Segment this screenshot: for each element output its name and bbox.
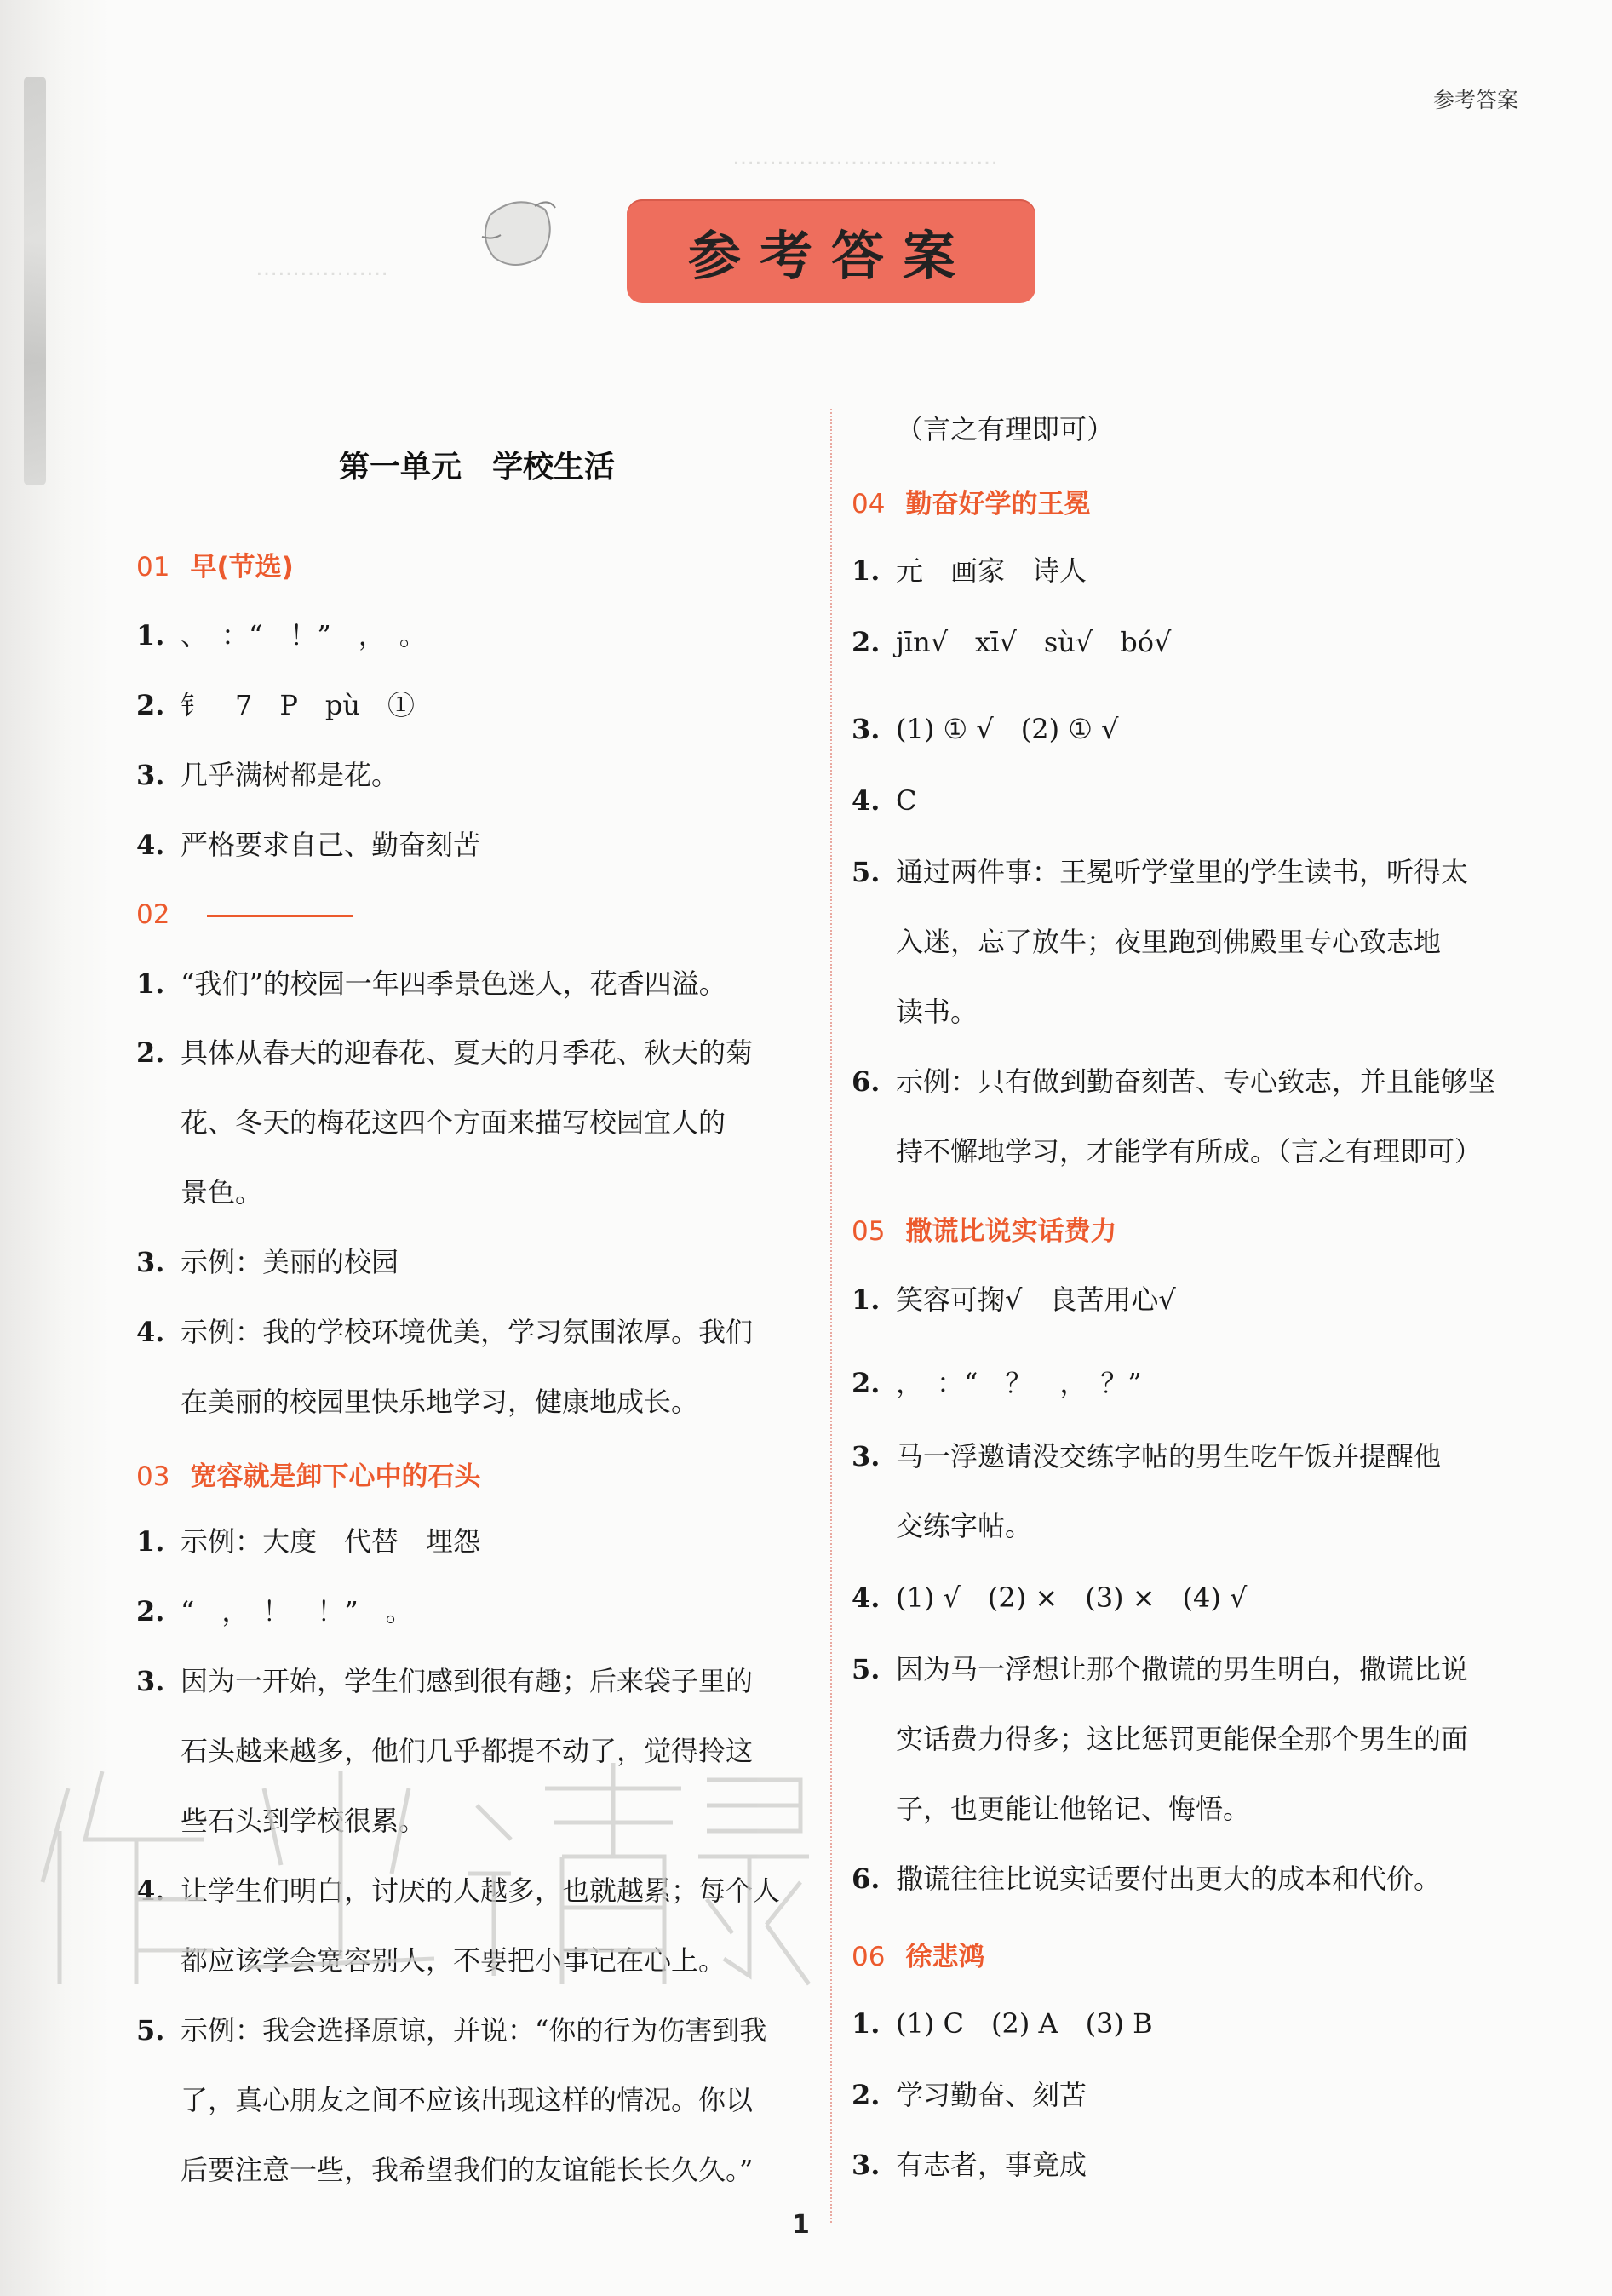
zuoye-jingling-watermark (34, 1737, 817, 1993)
section-heading-03: 03 宽容就是卸下心中的石头 (136, 1461, 481, 1492)
answer-line: 花、冬天的梅花这四个方面来描写校园宜人的 (181, 1106, 726, 1139)
bleed-through-text: ……………… (255, 255, 388, 281)
section-heading-02: 02 (136, 899, 353, 930)
answer-line: 4. 严格要求自己、勤奋刻苦 (136, 829, 481, 861)
answer-title-banner (627, 199, 1035, 303)
answer-line: 2. 学习勤奋、刻苦 (852, 2079, 1087, 2111)
answer-line: 入迷，忘了放牛；夜里跑到佛殿里专心致志地 (896, 926, 1442, 958)
torn-edge (24, 77, 46, 485)
section-heading-05: 05 撒谎比说实话费力 (852, 1216, 1117, 1247)
answer-line: 4. 让学生们明白，讨厌的人越多，也就越累；每个人 (136, 1874, 781, 1907)
answer-line: 3. 有志者，事竟成 (852, 2149, 1087, 2181)
answer-line: 持不懈地学习，才能学有所成。（言之有理即可） (896, 1135, 1483, 1168)
answer-line: 景色。 (181, 1176, 263, 1208)
answer-line: 3. 马一浮邀请没交练字帖的男生吃午饭并提醒他 (852, 1440, 1442, 1472)
section-heading-01: 01 早(节选) (136, 552, 294, 583)
answer-line: 1. “我们”的校园一年四季景色迷人，花香四溢。 (136, 967, 726, 1000)
answer-line: 5. 因为马一浮想让那个撒谎的男生明白，撒谎比说 (852, 1653, 1469, 1685)
banner-text: 参考答案 (687, 224, 974, 287)
answer-line: 3. 示例：美丽的校园 (136, 1246, 399, 1278)
answer-line: 3. (1) ① √ (2) ① √ (852, 713, 1119, 745)
answer-line: 在美丽的校园里快乐地学习，健康地成长。 (181, 1386, 699, 1418)
page-number: 1 (792, 2210, 810, 2240)
unit-title: 第一单元 学校生活 (338, 450, 615, 485)
answer-line: 1. (1) C (2) A (3) B (852, 2007, 1153, 2040)
answer-line: 子，也更能让他铭记、悔悟。 (896, 1793, 1251, 1825)
answer-line: 后要注意一些，我希望我们的友谊能长长久久。” (181, 2154, 754, 2186)
answer-line: 4. (1) √ (2) × (3) × (4) √ (852, 1581, 1248, 1614)
answer-line: 3. 因为一开始，学生们感到很有趣；后来袋子里的 (136, 1665, 754, 1697)
answer-line: （言之有理即可） (896, 413, 1115, 445)
answer-line: 2. 具体从春天的迎春花、夏天的月季花、秋天的菊 (136, 1036, 754, 1069)
answer-line: 了，真心朋友之间不应该出现这样的情况。你以 (181, 2084, 754, 2116)
answer-line: 石头越来越多，他们几乎都提不动了，觉得拎这 (181, 1735, 754, 1767)
answer-line: 2. 钅 7 P pù ① (136, 689, 415, 721)
answer-line: 2. ， ：“ ？ ， ？” (852, 1367, 1142, 1399)
answer-line: 2. “ ， ！ ！” 。 (136, 1595, 413, 1627)
answer-line: 1. 、 ：“ ！” ， 。 (136, 619, 427, 651)
answer-line: 5. 示例：我会选择原谅，并说：“你的行为伤害到我 (136, 2014, 767, 2046)
answer-line: 2. jīn√ xī√ sù√ bó√ (852, 626, 1172, 658)
answer-line: 些石头到学校很累。 (181, 1805, 427, 1837)
answer-line: 4. C (852, 784, 917, 817)
answer-line: 6. 撒谎往往比说实话要付出更大的成本和代价。 (852, 1863, 1442, 1895)
bleed-through-text: ……………………………… (732, 145, 998, 170)
answer-line: 1. 笑容可掬√ 良苦用心√ (852, 1283, 1176, 1316)
answer-line: 3. 几乎满树都是花。 (136, 759, 399, 791)
answer-line: 5. 通过两件事：王冕听学堂里的学生读书，听得太 (852, 856, 1469, 888)
answer-line: 4. 示例：我的学校环境优美，学习氛围浓厚。我们 (136, 1316, 754, 1348)
zuoye-jingling-badge-icon (475, 189, 560, 274)
header-label: 参考答案 (1432, 88, 1518, 112)
answer-line: 1. 示例：大度 代替 埋怨 (136, 1525, 481, 1558)
answer-line: 6. 示例：只有做到勤奋刻苦、专心致志，并且能够坚 (852, 1065, 1496, 1098)
section-heading-04: 04 勤奋好学的王冕 (852, 489, 1091, 519)
answer-line: 实话费力得多；这比惩罚更能保全那个男生的面 (896, 1723, 1469, 1755)
answer-line: 读书。 (896, 996, 978, 1028)
answer-line: 都应该学会宽容别人，不要把小事记在心上。 (181, 1944, 726, 1977)
column-divider (830, 409, 832, 2223)
section-heading-06: 06 徐悲鸿 (852, 1942, 985, 1972)
answer-line: 交练字帖。 (896, 1510, 1033, 1542)
answer-line: 1. 元 画家 诗人 (852, 554, 1087, 587)
